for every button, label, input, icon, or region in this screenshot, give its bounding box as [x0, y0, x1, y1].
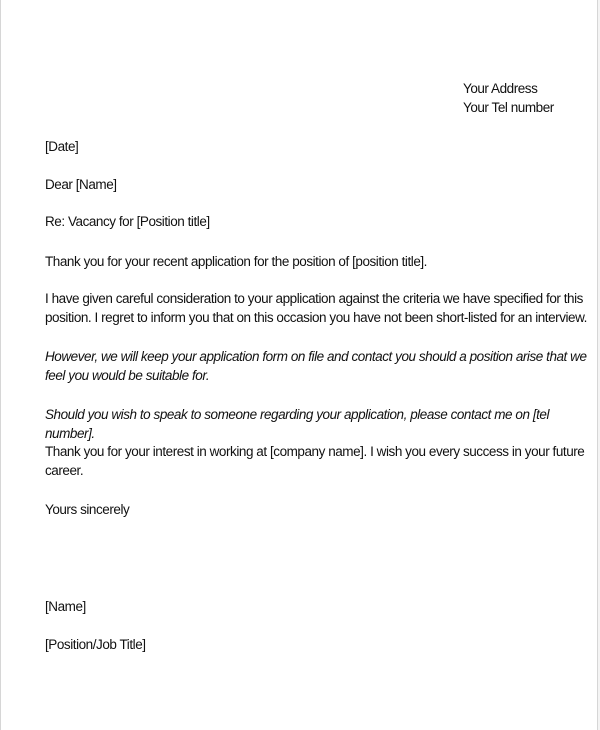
paragraph-consideration	[45, 289, 587, 327]
paragraph-line: feel you would be suitable for.	[45, 368, 210, 383]
paragraph-keep-on-file	[45, 347, 587, 385]
paragraph-line: Thank you for your interest in working at [company name]. I wish you every success in your future	[45, 444, 585, 459]
signature-title: [Position/Job Title]	[45, 637, 146, 652]
letter-subject: Re: Vacancy for [Position title]	[45, 214, 210, 229]
paragraph-line: career.	[45, 463, 84, 478]
paragraph-line: However, we will keep your application form on file and contact you should a position arise that we	[45, 349, 587, 364]
paragraph-wishes	[45, 442, 585, 480]
letter-salutation: Dear [Name]	[45, 177, 117, 192]
paragraph-line: I have given careful consideration to your application against the criteria we have specified for this	[45, 291, 583, 306]
sender-tel: Your Tel number	[463, 100, 554, 115]
sender-address: Your Address	[463, 81, 538, 96]
signature-name: [Name]	[45, 599, 86, 614]
letter-closing: Yours sincerely	[45, 502, 130, 517]
paragraph-contact: Should you wish to speak to someone regarding your application, please contact me on [tel number].	[45, 407, 550, 441]
letter-date: [Date]	[45, 139, 79, 154]
paragraph-line: position. I regret to inform you that on this occasion you have not been short-listed for an interview.	[45, 310, 587, 325]
paragraph-thanks: Thank you for your recent application for the position of [position title].	[45, 254, 427, 269]
sender-block	[463, 79, 554, 117]
